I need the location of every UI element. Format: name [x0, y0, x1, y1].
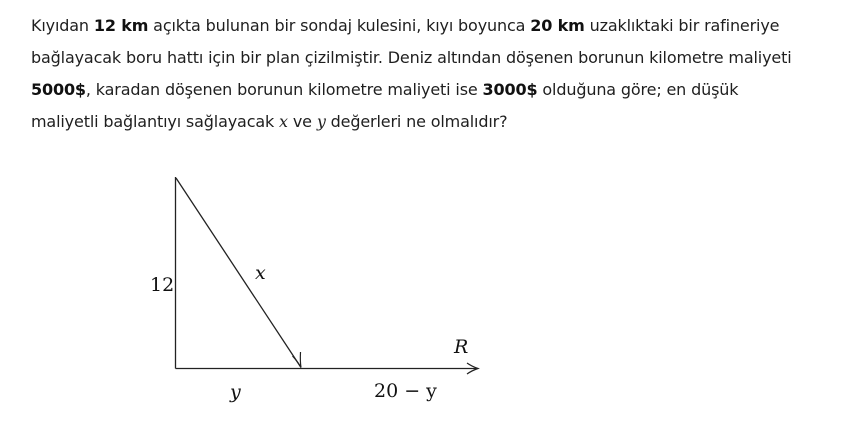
label-x: x [255, 262, 266, 284]
problem-line-3: 5000$, karadan döşenen borunun kilometre maliyeti ise 3000$ olduğuna göre; en düşük [31, 80, 739, 99]
problem-line-4: maliyetli bağlantıyı sağlayacak x ve y değerleri ne olmalıdır? [31, 112, 508, 131]
bold-distance-20km: 20 km [530, 16, 585, 35]
math-var-x: x [279, 112, 288, 131]
bold-cost-3000: 3000$ [482, 80, 538, 99]
arrow-head-diagonal-icon [293, 352, 302, 368]
bold-distance-12km: 12 km [93, 16, 149, 35]
label-R: R [454, 336, 469, 358]
underwater-pipe-line [176, 178, 301, 368]
problem-line-1: Kıyıdan 12 km açıkta bulunan bir sondaj kulesini, kıyı boyunca 20 km uzaklıktaki bir rafineriye [31, 16, 780, 35]
problem-line-2: bağlayacak boru hattı için bir plan çizilmiştir. Deniz altından döşenen borunun kilometre maliyeti [31, 48, 792, 67]
label-20-minus-y: 20 − y [374, 380, 437, 402]
bold-cost-5000: 5000$ [31, 80, 86, 99]
math-var-y: y [316, 112, 326, 131]
label-y: y [230, 381, 241, 403]
label-12: 12 [150, 274, 175, 296]
